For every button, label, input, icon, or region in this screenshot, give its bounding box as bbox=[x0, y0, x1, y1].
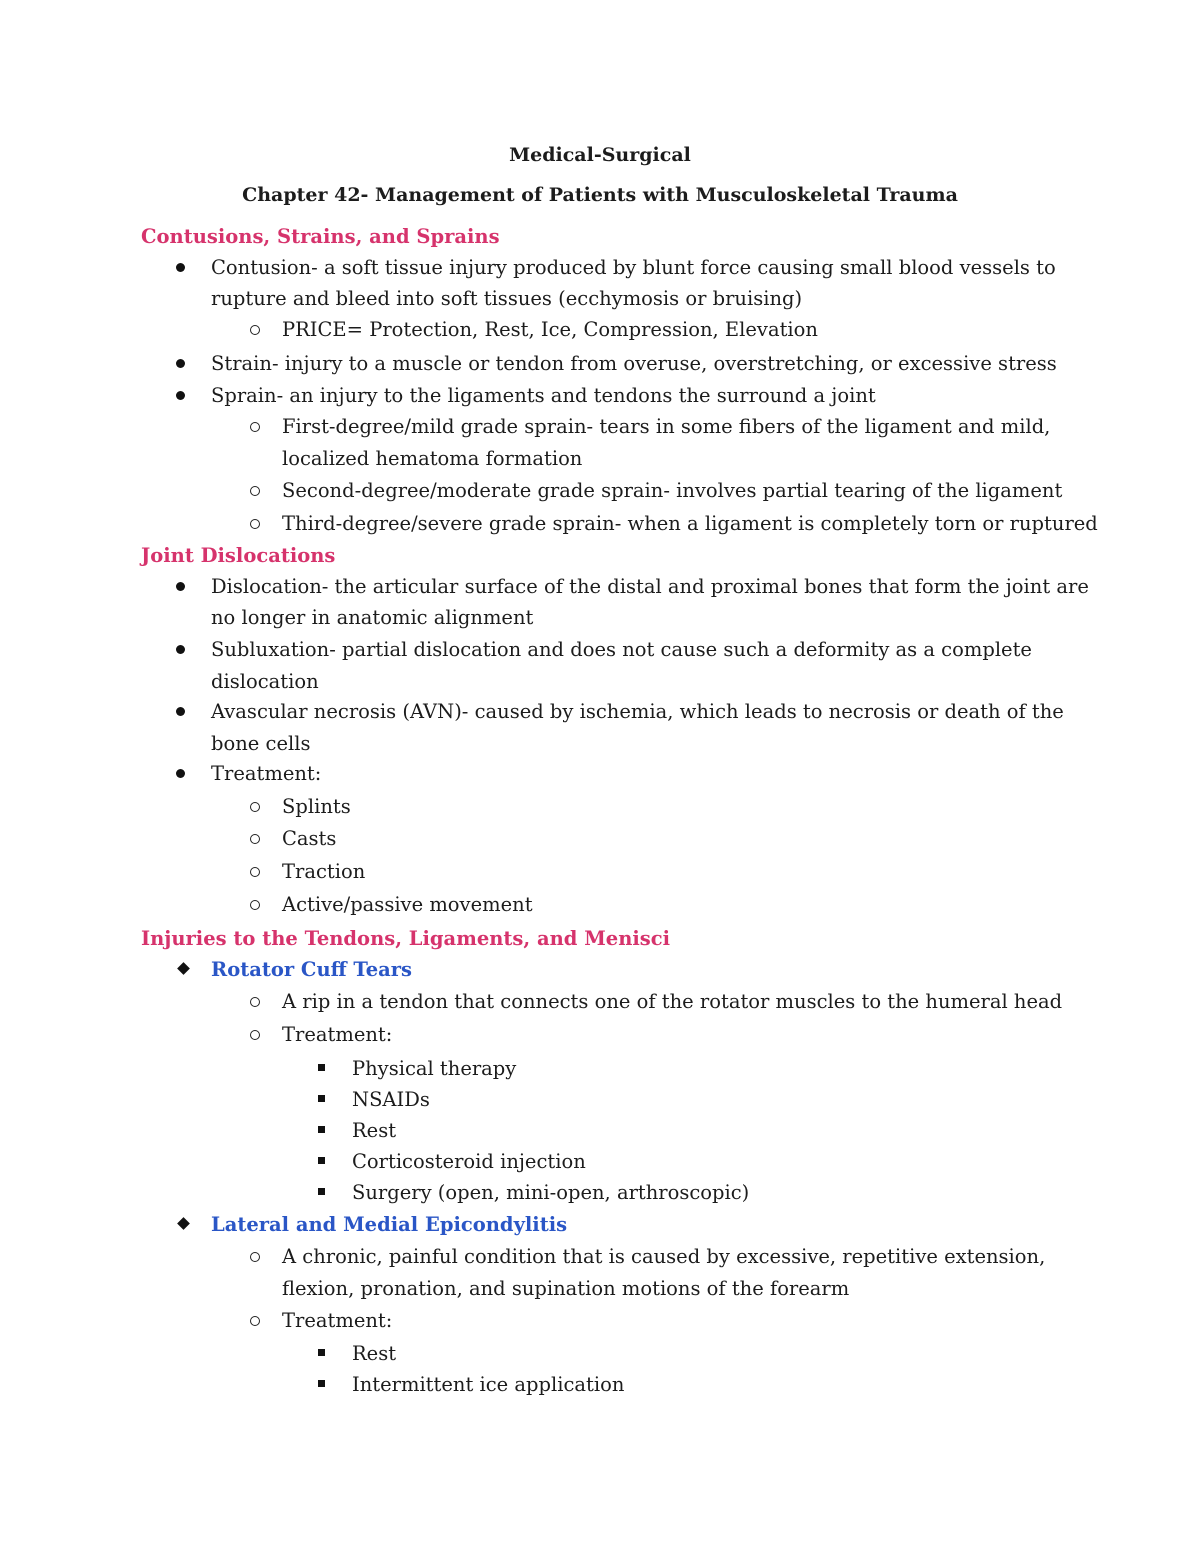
subluxation-text-line1: Subluxation- partial dislocation and does not cause such a deformity as a complete bbox=[211, 638, 1032, 661]
strain-text: Strain- injury to a muscle or tendon from overuse, overstretching, or excessive stress bbox=[211, 352, 1057, 375]
epicondylitis-treatment-item: Rest bbox=[352, 1342, 397, 1365]
bullet-square-icon bbox=[318, 1095, 325, 1102]
chapter-title: Chapter 42- Management of Patients with Musculoskeletal Trauma bbox=[242, 184, 958, 206]
bullet-dot-icon bbox=[176, 391, 185, 400]
section-heading-contusions: Contusions, Strains, and Sprains bbox=[141, 225, 500, 248]
bullet-square-icon bbox=[318, 1188, 325, 1195]
bullet-square-icon bbox=[318, 1157, 325, 1164]
subheading-rotator-cuff: Rotator Cuff Tears bbox=[211, 958, 412, 981]
bullet-circle-icon bbox=[250, 325, 260, 335]
rotator-treatment-label: Treatment: bbox=[282, 1023, 393, 1046]
bullet-circle-icon bbox=[250, 867, 260, 877]
avn-text-line1: Avascular necrosis (AVN)- caused by ischemia, which leads to necrosis or death of the bbox=[211, 700, 1064, 723]
treatment-movement: Active/passive movement bbox=[282, 893, 533, 916]
rotator-treatment-item: Rest bbox=[352, 1119, 397, 1142]
subheading-epicondylitis: Lateral and Medial Epicondylitis bbox=[211, 1213, 568, 1236]
bullet-dot-icon bbox=[176, 707, 185, 716]
sprain-text: Sprain- an injury to the ligaments and tendons the surround a joint bbox=[211, 384, 876, 407]
bullet-circle-icon bbox=[250, 834, 260, 844]
bullet-circle-icon bbox=[250, 802, 260, 812]
bullet-circle-icon bbox=[250, 422, 260, 432]
bullet-circle-icon bbox=[250, 900, 260, 910]
bullet-square-icon bbox=[318, 1064, 325, 1071]
bullet-square-icon bbox=[318, 1380, 325, 1387]
bullet-circle-icon bbox=[250, 1252, 260, 1262]
subluxation-text-line2: dislocation bbox=[211, 670, 319, 693]
bullet-square-icon bbox=[318, 1349, 325, 1356]
contusion-text-line2: rupture and bleed into soft tissues (ecchymosis or bruising) bbox=[211, 287, 803, 310]
section-heading-injuries: Injuries to the Tendons, Ligaments, and Menisci bbox=[141, 927, 671, 950]
contusion-text-line1: Contusion- a soft tissue injury produced by blunt force causing small blood vessels to bbox=[211, 256, 1056, 279]
bullet-circle-icon bbox=[250, 486, 260, 496]
section-heading-dislocations: Joint Dislocations bbox=[141, 544, 336, 567]
treatment-label: Treatment: bbox=[211, 762, 322, 785]
bullet-dot-icon bbox=[176, 645, 185, 654]
epicondylitis-desc-line2: flexion, pronation, and supination motions of the forearm bbox=[282, 1277, 850, 1300]
bullet-dot-icon bbox=[176, 359, 185, 368]
epicondylitis-treatment-label: Treatment: bbox=[282, 1309, 393, 1332]
rotator-treatment-item: Surgery (open, mini-open, arthroscopic) bbox=[352, 1181, 750, 1204]
bullet-dot-icon bbox=[176, 582, 185, 591]
second-degree-text: Second-degree/moderate grade sprain- involves partial tearing of the ligament bbox=[282, 479, 1063, 502]
dislocation-text-line2: no longer in anatomic alignment bbox=[211, 606, 534, 629]
rotator-desc: A rip in a tendon that connects one of the rotator muscles to the humeral head bbox=[282, 990, 1063, 1013]
bullet-dot-icon bbox=[176, 263, 185, 272]
bullet-circle-icon bbox=[250, 1030, 260, 1040]
first-degree-line2: localized hematoma formation bbox=[282, 447, 583, 470]
rotator-treatment-item: NSAIDs bbox=[352, 1088, 430, 1111]
first-degree-line1: First-degree/mild grade sprain- tears in some fibers of the ligament and mild, bbox=[282, 415, 1051, 438]
dislocation-text-line1: Dislocation- the articular surface of the distal and proximal bones that form the joint are bbox=[211, 575, 1089, 598]
course-title: Medical-Surgical bbox=[509, 144, 691, 166]
bullet-square-icon bbox=[318, 1126, 325, 1133]
price-text: PRICE= Protection, Rest, Ice, Compression, Elevation bbox=[282, 318, 818, 341]
bullet-circle-icon bbox=[250, 1316, 260, 1326]
epicondylitis-treatment-item: Intermittent ice application bbox=[352, 1373, 625, 1396]
treatment-splints: Splints bbox=[282, 795, 351, 818]
treatment-traction: Traction bbox=[282, 860, 366, 883]
bullet-dot-icon bbox=[176, 769, 185, 778]
bullet-diamond-icon bbox=[177, 1217, 190, 1230]
rotator-treatment-item: Physical therapy bbox=[352, 1057, 517, 1080]
avn-text-line2: bone cells bbox=[211, 732, 311, 755]
bullet-circle-icon bbox=[250, 519, 260, 529]
treatment-casts: Casts bbox=[282, 827, 337, 850]
third-degree-text: Third-degree/severe grade sprain- when a ligament is completely torn or ruptured bbox=[282, 512, 1098, 535]
rotator-treatment-item: Corticosteroid injection bbox=[352, 1150, 586, 1173]
bullet-circle-icon bbox=[250, 997, 260, 1007]
epicondylitis-desc-line1: A chronic, painful condition that is caused by excessive, repetitive extension, bbox=[282, 1245, 1046, 1268]
bullet-diamond-icon bbox=[177, 962, 190, 975]
